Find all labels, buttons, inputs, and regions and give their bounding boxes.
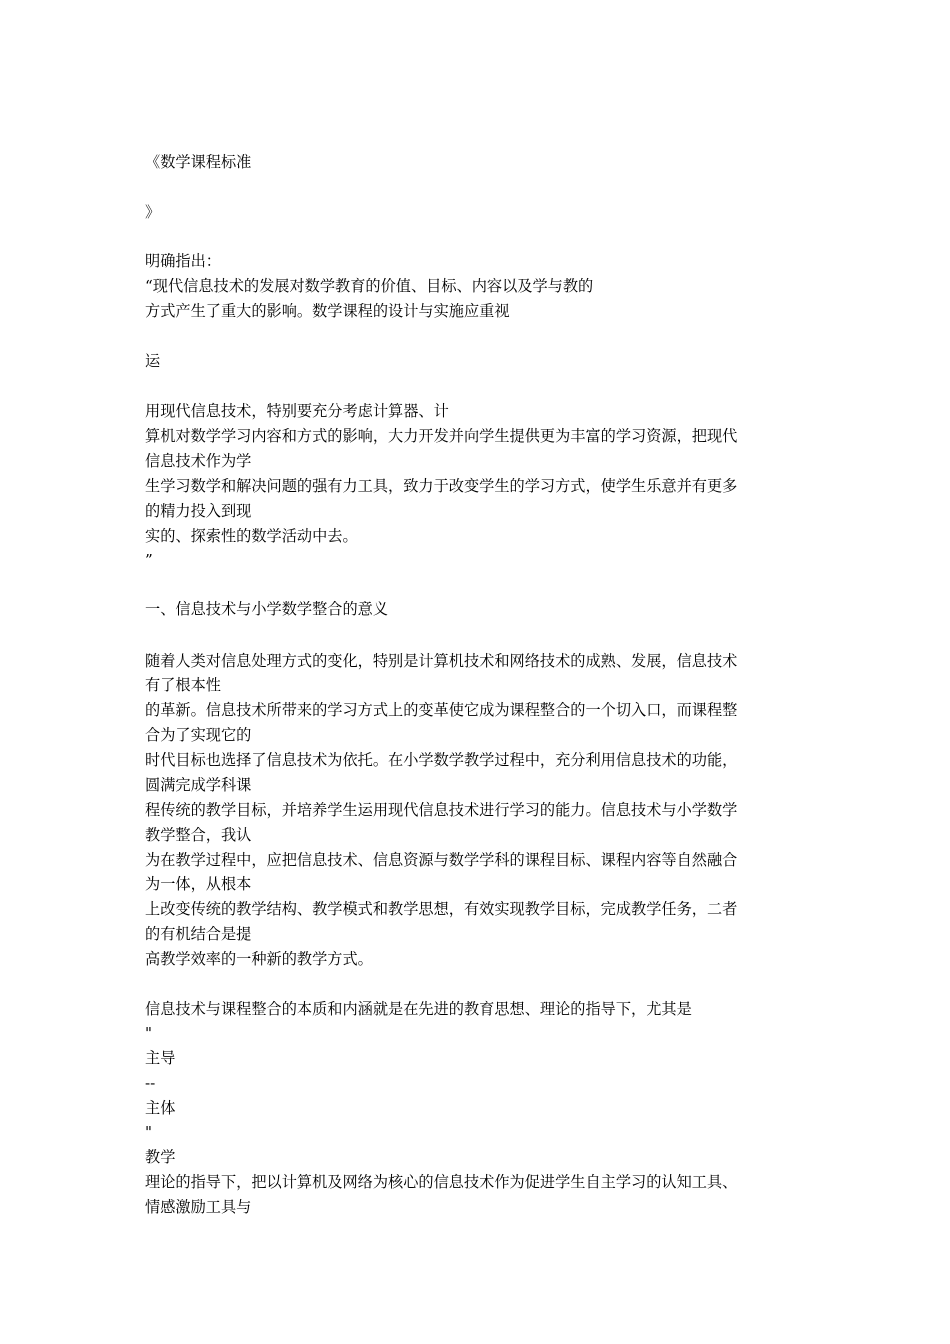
paragraph-line: 随着人类对信息处理方式的变化，特别是计算机技术和网络技术的成熟、发展，信息技术: [145, 652, 738, 670]
standard-title-line: 《数学课程标准: [145, 153, 252, 171]
paragraph-line: 情感激励工具与: [145, 1198, 252, 1216]
quote-line: 信息技术作为学: [145, 452, 252, 470]
paragraph-line: 教学整合，我认: [145, 826, 252, 844]
paragraph-line: 的有机结合是提: [145, 925, 252, 943]
paragraph-line: 有了根本性: [145, 676, 221, 694]
paragraph-line: 教学: [145, 1148, 176, 1166]
standard-title-close: 》: [145, 203, 161, 221]
quote-line: 方式产生了重大的影响。数学课程的设计与实施应重视: [145, 302, 510, 320]
paragraph-line: ": [145, 1123, 152, 1141]
paragraph-line: 高教学效率的一种新的教学方式。: [145, 950, 373, 968]
paragraph-line: ": [145, 1024, 152, 1042]
paragraph-line: 为一体，从根本: [145, 875, 252, 893]
paragraph-line: 上改变传统的教学结构、教学模式和教学思想，有效实现教学目标，完成教学任务，二者: [145, 900, 738, 918]
quote-line: “现代信息技术的发展对数学教育的价值、目标、内容以及学与教的: [145, 277, 594, 295]
paragraph-line: 主体: [145, 1099, 176, 1117]
quote-line: 的精力投入到现: [145, 502, 252, 520]
quote-intro: 明确指出：: [145, 252, 221, 270]
paragraph-line: --: [145, 1074, 156, 1092]
section-heading: 一、信息技术与小学数学整合的意义: [145, 600, 388, 618]
quote-line: 生学习数学和解决问题的强有力工具，致力于改变学生的学习方式，使学生乐意并有更多: [145, 477, 738, 495]
paragraph-line: 圆满完成学科课: [145, 776, 252, 794]
quote-close: ”: [145, 551, 153, 569]
paragraph-line: 信息技术与课程整合的本质和内涵就是在先进的教育思想、理论的指导下，尤其是: [145, 1000, 692, 1018]
quote-line: 运: [145, 352, 161, 370]
paragraph-line: 为在教学过程中，应把信息技术、信息资源与数学学科的课程目标、课程内容等自然融合: [145, 851, 738, 869]
paragraph-line: 的革新。信息技术所带来的学习方式上的变革使它成为课程整合的一个切入口，而课程整: [145, 701, 738, 719]
paragraph-line: 合为了实现它的: [145, 726, 252, 744]
quote-line: 算机对数学学习内容和方式的影响，大力开发并向学生提供更为丰富的学习资源，把现代: [145, 427, 738, 445]
quote-line: 用现代信息技术，特别要充分考虑计算器、计: [145, 402, 449, 420]
quote-line: 实的、探索性的数学活动中去。: [145, 527, 358, 545]
paragraph-line: 理论的指导下，把以计算机及网络为核心的信息技术作为促进学生自主学习的认知工具、: [145, 1173, 738, 1191]
paragraph-line: 主导: [145, 1049, 176, 1067]
paragraph-line: 时代目标也选择了信息技术为依托。在小学数学教学过程中，充分利用信息技术的功能，: [145, 751, 738, 769]
paragraph-line: 程传统的教学目标，并培养学生运用现代信息技术进行学习的能力。信息技术与小学数学: [145, 801, 738, 819]
